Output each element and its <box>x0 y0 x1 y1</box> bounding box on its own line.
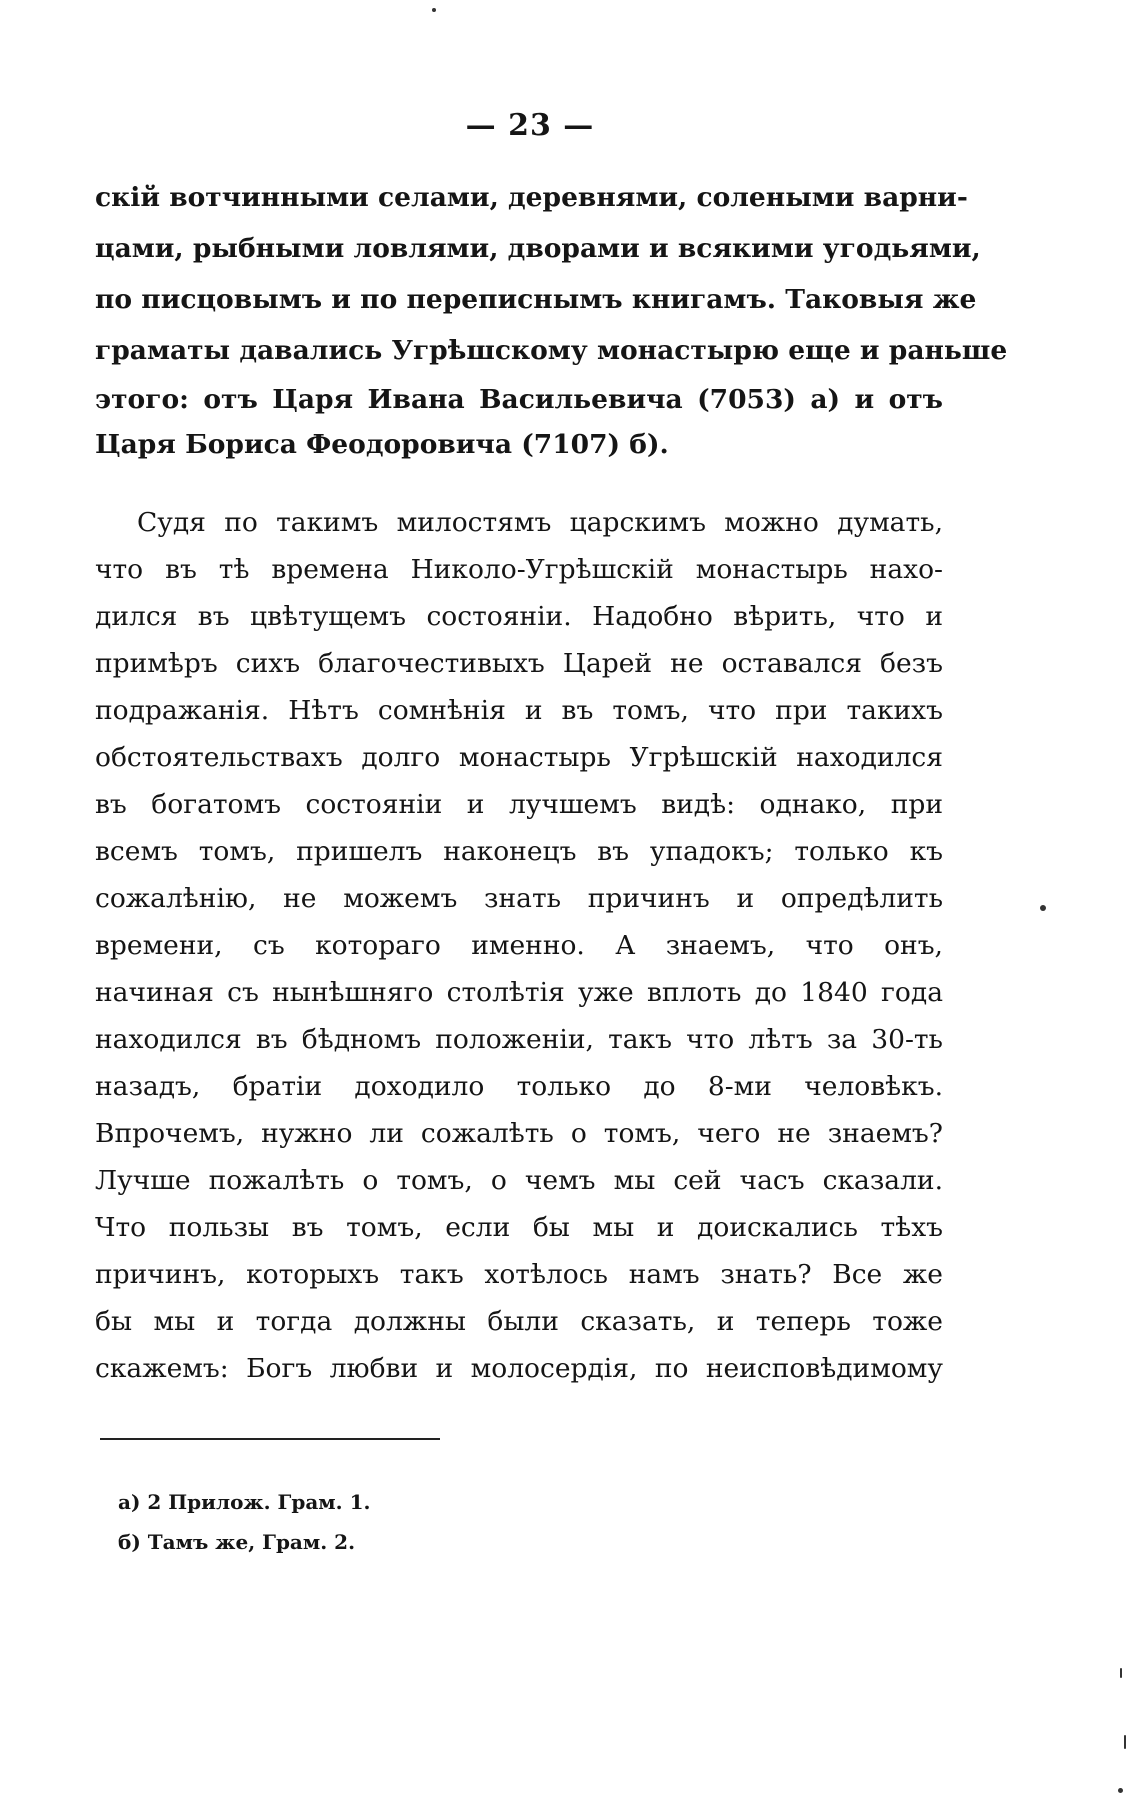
text-line: скажемъ: Богъ любви и молосердiя, по неисповѣдимому <box>95 1353 943 1384</box>
text-line: обстоятельствахъ долго монастырь Угрѣшскiй находился <box>95 742 943 773</box>
footnote-b: б) Тамъ же, Грам. 2. <box>118 1530 356 1554</box>
scan-speck <box>1124 1735 1126 1749</box>
text-line: Впрочемъ, нужно ли сожалѣть о томъ, чего не знаемъ? <box>95 1118 943 1149</box>
text-line: сожалѣнiю, не можемъ знать причинъ и опредѣлить <box>95 883 943 914</box>
text-line: дился въ цвѣтущемъ состоянiи. Надобно вѣрить, что и <box>95 601 943 632</box>
text-line: этого: отъ Царя Ивана Васильевича (7053) а) и отъ <box>95 384 943 415</box>
text-line: бы мы и тогда должны были сказать, и теперь тоже <box>95 1306 943 1337</box>
page-number: — 23 — <box>465 108 595 143</box>
scan-speck <box>432 8 436 12</box>
text-line: начиная съ нынѣшняго столѣтiя уже вплоть до 1840 года <box>95 977 943 1008</box>
scan-speck <box>1118 1788 1123 1793</box>
text-line: Лучше пожалѣть о томъ, о чемъ мы сей часъ сказали. <box>95 1165 943 1196</box>
scan-speck <box>1040 905 1046 911</box>
scan-speck <box>1120 1668 1122 1678</box>
text-line: находился въ бѣдномъ положенiи, такъ что лѣтъ за 30-ть <box>95 1024 943 1055</box>
text-line: назадъ, братiи доходило только до 8-ми человѣкъ. <box>95 1071 943 1102</box>
text-line: въ богатомъ состоянiи и лучшемъ видѣ: однако, при <box>95 789 943 820</box>
text-line: граматы давались Угрѣшскому монастырю еще и раньше <box>95 335 1008 366</box>
text-line: скiй вотчинными селами, деревнями, солеными варни- <box>95 182 968 213</box>
text-line: времени, съ котораго именно. А знаемъ, что онъ, <box>95 930 943 961</box>
text-line: по писцовымъ и по переписнымъ книгамъ. Таковыя же <box>95 284 977 315</box>
text-line: Царя Бориса Феодоровича (7107) б). <box>95 429 669 460</box>
text-line: всемъ томъ, пришелъ наконецъ въ упадокъ; только къ <box>95 836 943 867</box>
text-line: причинъ, которыхъ такъ хотѣлось намъ знать? Все же <box>95 1259 943 1290</box>
text-line: Что пользы въ томъ, если бы мы и доискались тѣхъ <box>95 1212 943 1243</box>
text-line: примѣръ сихъ благочестивыхъ Царей не оставался безъ <box>95 648 943 679</box>
text-line: Судя по такимъ милостямъ царскимъ можно думать, <box>137 507 943 538</box>
footnote-a: а) 2 Прилож. Грам. 1. <box>118 1490 371 1514</box>
text-line: подражанiя. Нѣтъ сомнѣнiя и въ томъ, что при такихъ <box>95 695 943 726</box>
text-line: что въ тѣ времена Николо-Угрѣшскiй монастырь нахо- <box>95 554 943 585</box>
footnote-divider <box>100 1438 440 1440</box>
text-line: цами, рыбными ловлями, дворами и всякими угодьями, <box>95 233 981 264</box>
